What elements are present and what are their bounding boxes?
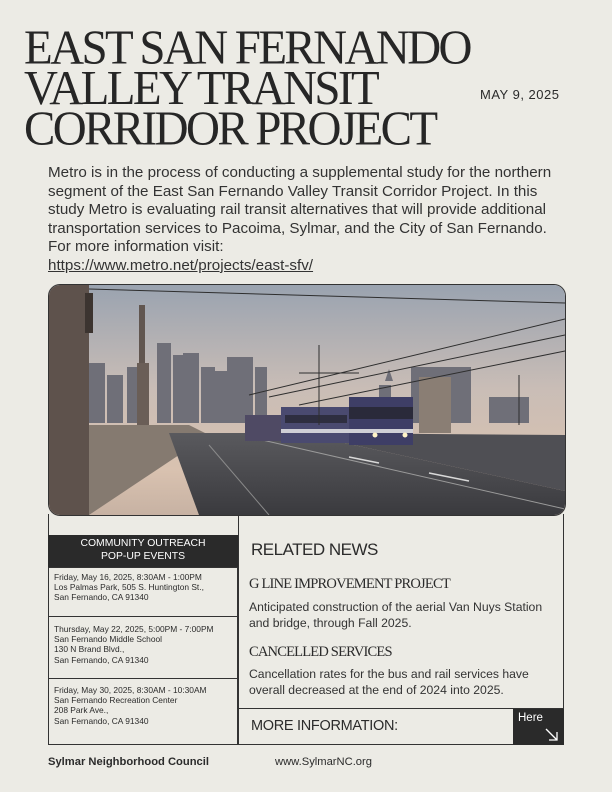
- news-body: Anticipated construction of the aerial Van Nuys Station and bridge, through Fall 2025.: [249, 600, 543, 630]
- footer-website-link[interactable]: www.SylmarNC.org: [275, 756, 372, 768]
- light-rail-photo: [48, 284, 566, 516]
- intro-text: Metro is in the process of conducting a supplemental study for the northern segment of the East San Fernando Valley Transit Corridor Project. In this study Metro is evaluating rail transit alternatives that will provide additional transportation services to Pacoima, Sylmar, and the City of San Fernando. For more information visit:: [48, 164, 552, 256]
- event-line: Thursday, May 22, 2025, 5:00PM - 7:00PM: [54, 624, 214, 634]
- title-line: EAST SAN FERNANDO: [24, 20, 470, 75]
- event-item: [49, 685, 237, 726]
- event-line: Los Palmas Park, 505 S. Huntington St.,: [54, 582, 204, 593]
- footer-organization: Sylmar Neighborhood Council: [48, 756, 209, 768]
- column-divider: [238, 515, 239, 745]
- event-item: [49, 624, 237, 665]
- news-heading: G LINE IMPROVEMENT PROJECT: [249, 576, 450, 592]
- events-list: [48, 567, 238, 745]
- event-line: Friday, May 16, 2025, 8:30AM - 1:00PM: [54, 572, 202, 582]
- title-line: VALLEY TRANSIT: [24, 61, 378, 116]
- events-header-line: POP-UP EVENTS: [100, 550, 186, 562]
- news-body: Cancellation rates for the bus and rail services have overall decreased at the end of 2024 into 2025.: [249, 667, 529, 697]
- arrow-down-right-icon: [544, 727, 559, 742]
- publication-date: MAY 9, 2025: [480, 87, 560, 102]
- event-divider: [49, 616, 237, 617]
- event-divider: [49, 678, 237, 679]
- here-label: Here: [518, 712, 543, 724]
- here-button[interactable]: [513, 709, 564, 745]
- event-line: San Fernando, CA 91340: [54, 654, 149, 665]
- project-link[interactable]: https://www.metro.net/projects/east-sfv/: [48, 256, 314, 274]
- event-line: 130 N Brand Blvd.,: [54, 644, 125, 655]
- event-line: San Fernando Middle School: [54, 634, 163, 645]
- events-header: [48, 535, 238, 567]
- news-heading: CANCELLED SERVICES: [249, 644, 392, 660]
- event-line: Friday, May 30, 2025, 8:30AM - 10:30AM: [54, 685, 207, 695]
- title-line: CORRIDOR PROJECT: [24, 101, 436, 156]
- event-line: San Fernando, CA 91340: [54, 715, 149, 726]
- event-line: San Fernando Recreation Center: [54, 695, 178, 706]
- page-title: [24, 20, 494, 156]
- related-news-title: RELATED NEWS: [251, 540, 378, 559]
- event-item: [49, 572, 237, 603]
- event-line: San Fernando, CA 91340: [54, 592, 149, 603]
- more-info-label: MORE INFORMATION:: [251, 718, 398, 734]
- intro-paragraph: [48, 164, 568, 276]
- event-line: 208 Park Ave.,: [54, 705, 109, 716]
- events-header-line: COMMUNITY OUTREACH: [80, 538, 206, 549]
